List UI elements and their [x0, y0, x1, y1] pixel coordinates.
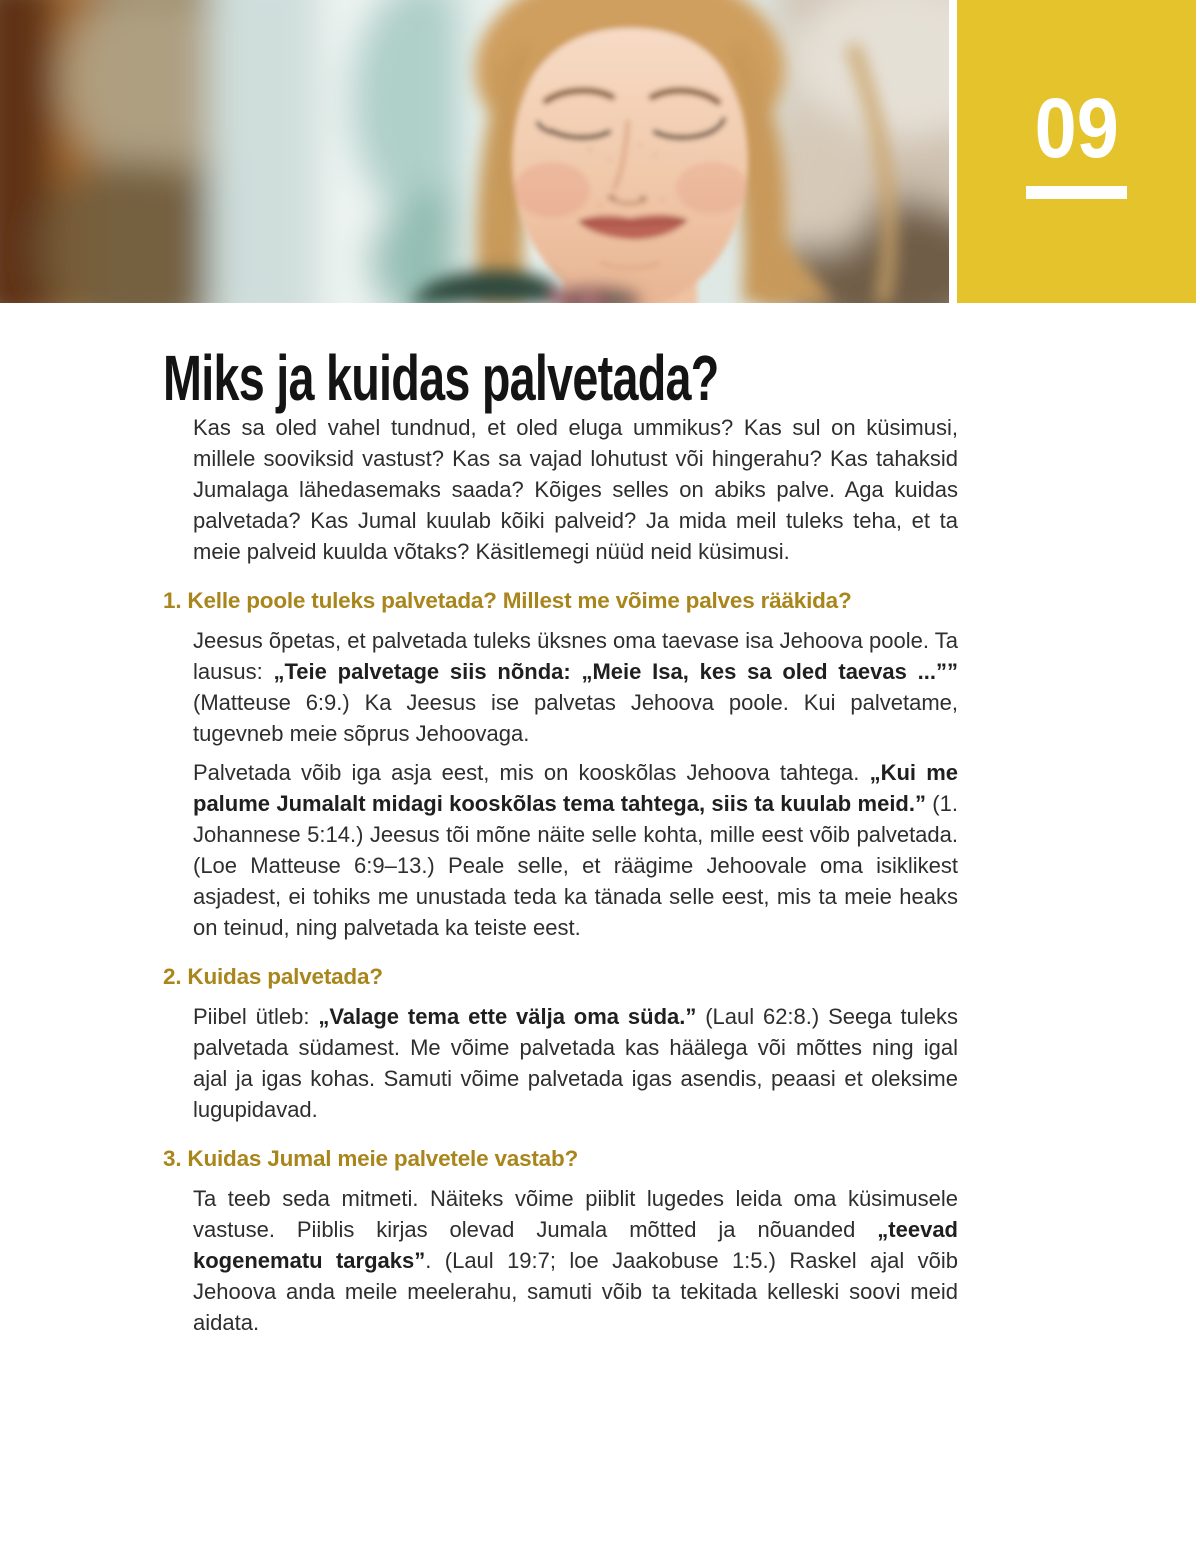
section-3-paragraph-1: Ta teeb seda mitmeti. Näiteks võime piiblit lugedes leida oma küsimusele vastuse. Piiblis kirjas olevad Jumala mõtted ja nõuanded „teevad kogenematu targaks”. (Laul 19:7; loe Jaakobuse 1:5.) Raskel ajal võib Jehoova anda meile meelerahu, samuti võib ta tekitada kelleski soovi meid aidata. — [193, 1186, 958, 1336]
hero-divider-gap — [949, 0, 957, 303]
photo-woman-praying — [0, 0, 949, 303]
section-1 — [163, 587, 1200, 943]
lesson-content — [0, 342, 1200, 1338]
section-1-paragraph-1: Jeesus õpetas, et palvetada tuleks üksnes oma taevase isa Jehoova poole. Ta lausus: „Teie palvetage siis nõnda: „Meie Isa, kes sa oled taevas ...”” (Matteuse 6:9.) Ka Jeesus ise palvetas Jehoova poole. Kui palvetame, tugevneb meie sõprus Jehoovaga. — [193, 628, 958, 747]
section-1-paragraph-2: Palvetada võib iga asja eest, mis on kooskõlas Jehoova tahtega. „Kui me palume Jumalalt midagi kooskõlas tema tahtega, siis ta kuulab meid.” (1. Johannese 5:14.) Jeesus tõi mõne näite selle kohta, mille eest võib palvetada. (Loe Matteuse 6:9–13.) Peale selle, et räägime Jehoovale oma isiklikest asjadest, ei tohiks me unustada teda ka tänada selle eest, mis ta meie heaks on teinud, ning palvetada ka teiste eest. — [193, 760, 958, 941]
chapter-number: 09 — [1034, 81, 1119, 175]
chapter-underline — [1026, 186, 1127, 199]
page-title: Miks ja kuidas palvetada? — [163, 342, 719, 414]
chapter-badge — [957, 0, 1196, 303]
section-3-heading: 3. Kuidas Jumal meie palvetele vastab? — [163, 1146, 579, 1172]
hero-header — [0, 0, 1200, 303]
section-2 — [163, 963, 1200, 1125]
intro-paragraph: Kas sa oled vahel tundnud, et oled eluga ummikus? Kas sul on küsimusi, millele sooviksid vastust? Kas sa vajad lohutust või hingerahu? Kas tahaksid Jumalaga lähedasemaks saada? Kõiges selles on abiks palve. Aga kuidas palvetada? Kas Jumal kuulab kõiki palveid? Ja mida meil tuleks teha, et ta meie palveid kuulda võtaks? Käsitlemegi nüüd neid küsimusi. — [193, 415, 958, 565]
section-2-paragraph-1: Piibel ütleb: „Valage tema ette välja oma süda.” (Laul 62:8.) Seega tuleks palvetada südamest. Me võime palvetada kas häälega või mõttes ning igal ajal ja igas kohas. Samuti võime palvetada igas asendis, peaasi et oleksime lugupidavad. — [193, 1004, 958, 1123]
section-1-heading: 1. Kelle poole tuleks palvetada? Millest me võime palves rääkida? — [163, 588, 852, 614]
section-2-heading: 2. Kuidas palvetada? — [163, 964, 383, 990]
section-3 — [163, 1145, 1200, 1338]
